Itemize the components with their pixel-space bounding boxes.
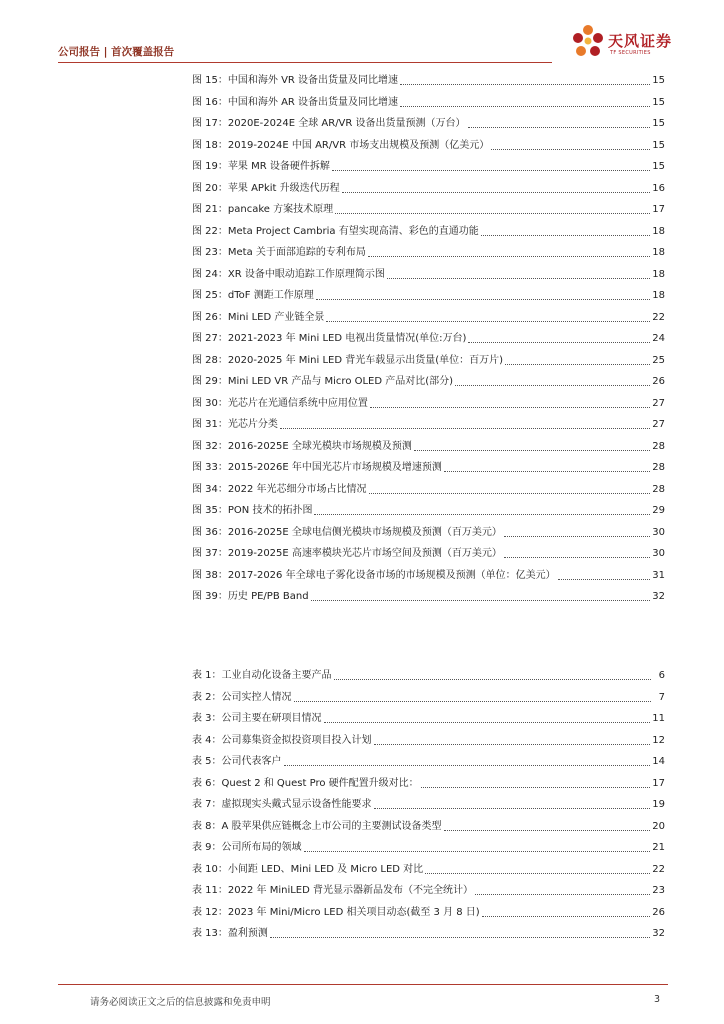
footer-disclaimer: 请务必阅读正文之后的信息披露和免责申明 bbox=[90, 997, 271, 1008]
figure-toc-entry-page-number: 28 bbox=[652, 462, 665, 473]
dot-leader bbox=[304, 851, 651, 852]
figure-toc-entry-page-number: 25 bbox=[652, 354, 665, 366]
figure-toc-entry[interactable] bbox=[192, 500, 665, 522]
figure-toc-entry[interactable] bbox=[192, 371, 665, 393]
dot-leader bbox=[335, 213, 650, 214]
table-toc-entry[interactable] bbox=[192, 923, 665, 945]
dot-leader bbox=[468, 342, 650, 343]
table-toc-entry[interactable] bbox=[192, 859, 665, 881]
dot-leader bbox=[504, 536, 650, 537]
figure-toc-entry-label: 图 19：苹果 MR 设备硬件拆解 bbox=[192, 161, 330, 172]
dot-leader bbox=[374, 744, 651, 745]
dot-leader bbox=[425, 873, 650, 874]
dot-leader bbox=[444, 471, 650, 472]
table-toc-entry[interactable] bbox=[192, 794, 665, 816]
logo-text-cn: 天风证券 bbox=[608, 32, 673, 50]
dot-leader bbox=[505, 364, 650, 365]
figure-toc-entry-page-number: 32 bbox=[652, 591, 665, 602]
figure-toc-entry-label: 图 29：Mini LED VR 产品与 Micro OLED 产品对比(部分) bbox=[192, 376, 454, 387]
table-toc-entry[interactable] bbox=[192, 730, 665, 752]
table-toc-entry[interactable] bbox=[192, 665, 665, 687]
dot-leader bbox=[324, 722, 651, 723]
figure-list bbox=[192, 70, 665, 608]
table-toc-entry-label: 表 11：2022 年 MiniLED 背光显示器新品发布（不完全统计） bbox=[192, 885, 474, 896]
dot-leader bbox=[468, 127, 651, 128]
figure-toc-entry-label: 图 26：Mini LED 产业链全景 bbox=[192, 311, 325, 323]
table-toc-entry-label: 表 8：A 股苹果供应链概念上市公司的主要测试设备类型 bbox=[192, 820, 442, 832]
figure-toc-entry[interactable] bbox=[192, 414, 665, 436]
dot-leader bbox=[558, 579, 651, 580]
table-toc-entry[interactable] bbox=[192, 816, 665, 838]
report-type-label: 公司报告 | 首次覆盖报告 bbox=[58, 46, 175, 58]
flower-logo-icon bbox=[570, 22, 606, 62]
dot-leader bbox=[387, 278, 650, 279]
table-toc-entry-label: 表 3：公司主要在研项目情况 bbox=[192, 713, 322, 724]
figure-toc-entry-page-number: 18 bbox=[652, 268, 665, 280]
figure-toc-entry-label: 图 16：中国和海外 AR 设备出货量及同比增速 bbox=[192, 96, 399, 108]
table-toc-entry[interactable] bbox=[192, 751, 665, 773]
figure-toc-entry-label: 图 37：2019-2025E 高速率模块光芯片市场空间及预测（百万美元） bbox=[192, 548, 502, 559]
table-toc-entry-page-number: 22 bbox=[652, 863, 665, 875]
table-toc-entry-label: 表 9：公司所布局的领域 bbox=[192, 842, 302, 853]
dot-leader bbox=[421, 787, 651, 788]
table-toc-entry-page-number: 26 bbox=[652, 906, 665, 918]
figure-toc-entry-label: 图 21：pancake 方案技术原理 bbox=[192, 204, 334, 215]
dot-leader bbox=[332, 170, 650, 171]
figure-toc-entry-page-number: 28 bbox=[652, 440, 665, 452]
figure-toc-entry-label: 图 25：dToF 测距工作原理 bbox=[192, 290, 314, 301]
figure-toc-entry-page-number: 15 bbox=[652, 118, 665, 129]
logo-text-en: TF SECURITIES bbox=[610, 50, 651, 56]
figure-toc-entry[interactable] bbox=[192, 328, 665, 350]
table-toc-entry-page-number: 21 bbox=[652, 842, 665, 853]
figure-toc-entry-label: 图 15：中国和海外 VR 设备出货量及同比增速 bbox=[192, 75, 399, 86]
table-toc-entry-label: 表 4：公司募集资金拟投资项目投入计划 bbox=[192, 734, 372, 746]
table-toc-entry[interactable] bbox=[192, 880, 665, 902]
figure-toc-entry-label: 图 18：2019-2024E 中国 AR/VR 市场支出规模及预测（亿美元） bbox=[192, 139, 490, 151]
figure-toc-entry-page-number: 17 bbox=[652, 204, 665, 215]
figure-toc-entry[interactable] bbox=[192, 199, 665, 221]
table-toc-entry-page-number: 11 bbox=[652, 713, 665, 724]
header-divider bbox=[58, 62, 552, 63]
figure-toc-entry-label: 图 35：PON 技术的拓扑图 bbox=[192, 505, 313, 516]
dot-leader bbox=[326, 321, 650, 322]
figure-toc-entry-label: 图 31：光芯片分类 bbox=[192, 419, 278, 430]
table-toc-entry-label: 表 6：Quest 2 和 Quest Pro 硬件配置升级对比： bbox=[192, 777, 419, 789]
figure-toc-entry[interactable] bbox=[192, 285, 665, 307]
table-toc-entry[interactable] bbox=[192, 837, 665, 859]
figure-toc-entry-page-number: 22 bbox=[652, 311, 665, 323]
figure-toc-entry-label: 图 17：2020E-2024E 全球 AR/VR 设备出货量预测（万台） bbox=[192, 118, 466, 129]
figure-toc-entry-label: 图 24：XR 设备中眼动追踪工作原理简示图 bbox=[192, 268, 385, 280]
figure-toc-entry-page-number: 28 bbox=[652, 483, 665, 495]
table-toc-entry[interactable] bbox=[192, 708, 665, 730]
figure-toc-entry-page-number: 31 bbox=[652, 569, 665, 581]
dot-leader bbox=[400, 106, 650, 107]
table-toc-entry-label: 表 1：工业自动化设备主要产品 bbox=[192, 670, 332, 681]
table-toc-entry-page-number: 23 bbox=[652, 885, 665, 896]
figure-toc-entry[interactable] bbox=[192, 221, 665, 243]
dot-leader bbox=[475, 894, 650, 895]
dot-leader bbox=[270, 937, 650, 938]
table-toc-entry-page-number: 6 bbox=[658, 670, 665, 681]
dot-leader bbox=[368, 256, 650, 257]
figure-toc-entry[interactable] bbox=[192, 113, 665, 135]
table-toc-entry-page-number: 12 bbox=[652, 734, 665, 746]
table-toc-entry-page-number: 32 bbox=[652, 928, 665, 939]
table-toc-entry-label: 表 5：公司代表客户 bbox=[192, 756, 282, 767]
dot-leader bbox=[491, 149, 650, 150]
dot-leader bbox=[314, 514, 650, 515]
figure-toc-entry-label: 图 20：苹果 APkit 升级迭代历程 bbox=[192, 182, 340, 194]
dot-leader bbox=[481, 235, 651, 236]
dot-leader bbox=[316, 299, 651, 300]
figure-toc-entry[interactable] bbox=[192, 479, 665, 501]
figure-toc-entry-page-number: 18 bbox=[652, 225, 665, 237]
figure-toc-entry[interactable] bbox=[192, 350, 665, 372]
dot-leader bbox=[504, 557, 650, 558]
figure-toc-entry[interactable] bbox=[192, 92, 665, 114]
figure-toc-entry-page-number: 15 bbox=[652, 161, 665, 172]
figure-toc-entry[interactable] bbox=[192, 135, 665, 157]
figure-toc-entry[interactable] bbox=[192, 586, 665, 608]
figure-toc-entry-page-number: 15 bbox=[652, 139, 665, 151]
dot-leader bbox=[455, 385, 650, 386]
dot-leader bbox=[342, 192, 651, 193]
dot-leader bbox=[311, 600, 651, 601]
figure-toc-entry[interactable] bbox=[192, 565, 665, 587]
dot-leader bbox=[294, 701, 651, 702]
figure-toc-entry[interactable] bbox=[192, 543, 665, 565]
footer-divider bbox=[58, 984, 668, 985]
figure-toc-entry[interactable] bbox=[192, 178, 665, 200]
figure-toc-entry-page-number: 27 bbox=[652, 397, 665, 409]
table-toc-entry-page-number: 19 bbox=[652, 799, 665, 810]
figure-toc-entry-label: 图 39：历史 PE/PB Band bbox=[192, 591, 309, 602]
figure-toc-entry[interactable] bbox=[192, 264, 665, 286]
table-toc-entry-page-number: 7 bbox=[658, 691, 665, 703]
figure-toc-entry-page-number: 18 bbox=[652, 247, 665, 258]
company-logo bbox=[570, 22, 680, 66]
figure-toc-entry[interactable] bbox=[192, 457, 665, 479]
table-toc-entry-label: 表 7：虚拟现实头戴式显示设备性能要求 bbox=[192, 799, 372, 810]
figure-toc-entry-label: 图 36：2016-2025E 全球电信侧光模块市场规模及预测（百万美元） bbox=[192, 526, 502, 538]
dot-leader bbox=[334, 679, 651, 680]
dot-leader bbox=[400, 84, 650, 85]
figure-toc-entry-label: 图 30：光芯片在光通信系统中应用位置 bbox=[192, 397, 368, 409]
table-toc-entry-page-number: 20 bbox=[652, 820, 665, 832]
figure-toc-entry-label: 图 33：2015-2026E 年中国光芯片市场规模及增速预测 bbox=[192, 462, 442, 473]
table-toc-entry-label: 表 12：2023 年 Mini/Micro LED 相关项目动态(截至 3 月 8 日) bbox=[192, 906, 480, 918]
table-toc-entry-page-number: 14 bbox=[652, 756, 665, 767]
figure-toc-entry-page-number: 30 bbox=[652, 526, 665, 538]
figure-toc-entry-label: 图 34：2022 年光芯细分市场占比情况 bbox=[192, 483, 367, 495]
figure-toc-entry-page-number: 18 bbox=[652, 290, 665, 301]
figure-toc-entry[interactable] bbox=[192, 436, 665, 458]
table-toc-entry[interactable] bbox=[192, 773, 665, 795]
dot-leader bbox=[284, 765, 651, 766]
figure-toc-entry-label: 图 27：2021-2023 年 Mini LED 电视出货量情况(单位:万台) bbox=[192, 333, 467, 344]
figure-toc-entry-page-number: 30 bbox=[652, 548, 665, 559]
table-toc-entry-page-number: 17 bbox=[652, 777, 665, 789]
figure-toc-entry-label: 图 28：2020-2025 年 Mini LED 背光车载显示出货量(单位：百万片) bbox=[192, 354, 504, 366]
dot-leader bbox=[444, 830, 651, 831]
figure-toc-entry-label: 图 38：2017-2026 年全球电子雾化设备市场的市场规模及预测（单位：亿美元） bbox=[192, 569, 556, 581]
figure-toc-entry-page-number: 29 bbox=[652, 505, 665, 516]
figure-toc-entry-page-number: 16 bbox=[652, 182, 665, 194]
table-toc-entry[interactable] bbox=[192, 687, 665, 709]
figure-toc-entry-page-number: 26 bbox=[652, 376, 665, 387]
table-list bbox=[192, 665, 665, 945]
figure-toc-entry[interactable] bbox=[192, 393, 665, 415]
figure-toc-entry-page-number: 27 bbox=[652, 419, 665, 430]
dot-leader bbox=[482, 916, 651, 917]
figure-toc-entry-label: 图 23：Meta 关于面部追踪的专利布局 bbox=[192, 247, 366, 258]
figure-toc-entry-page-number: 15 bbox=[652, 96, 665, 108]
table-toc-entry[interactable] bbox=[192, 902, 665, 924]
figure-toc-entry-page-number: 24 bbox=[652, 333, 665, 344]
figure-toc-entry[interactable] bbox=[192, 307, 665, 329]
figure-toc-entry[interactable] bbox=[192, 156, 665, 178]
table-toc-entry-label: 表 10：小间距 LED、Mini LED 及 Micro LED 对比 bbox=[192, 863, 424, 875]
table-toc-entry-label: 表 2：公司实控人情况 bbox=[192, 691, 292, 703]
figure-toc-entry[interactable] bbox=[192, 70, 665, 92]
figure-toc-entry-page-number: 15 bbox=[652, 75, 665, 86]
dot-leader bbox=[280, 428, 650, 429]
figure-toc-entry[interactable] bbox=[192, 522, 665, 544]
table-toc-entry-label: 表 13：盈利预测 bbox=[192, 928, 268, 939]
dot-leader bbox=[374, 808, 651, 809]
figure-toc-entry-label: 图 22：Meta Project Cambria 有望实现高清、彩色的直通功能 bbox=[192, 225, 479, 237]
dot-leader bbox=[370, 407, 650, 408]
figure-toc-entry[interactable] bbox=[192, 242, 665, 264]
figure-toc-entry-label: 图 32：2016-2025E 全球光模块市场规模及预测 bbox=[192, 440, 412, 452]
page-number: 3 bbox=[654, 994, 661, 1005]
dot-leader bbox=[414, 450, 650, 451]
dot-leader bbox=[369, 493, 651, 494]
